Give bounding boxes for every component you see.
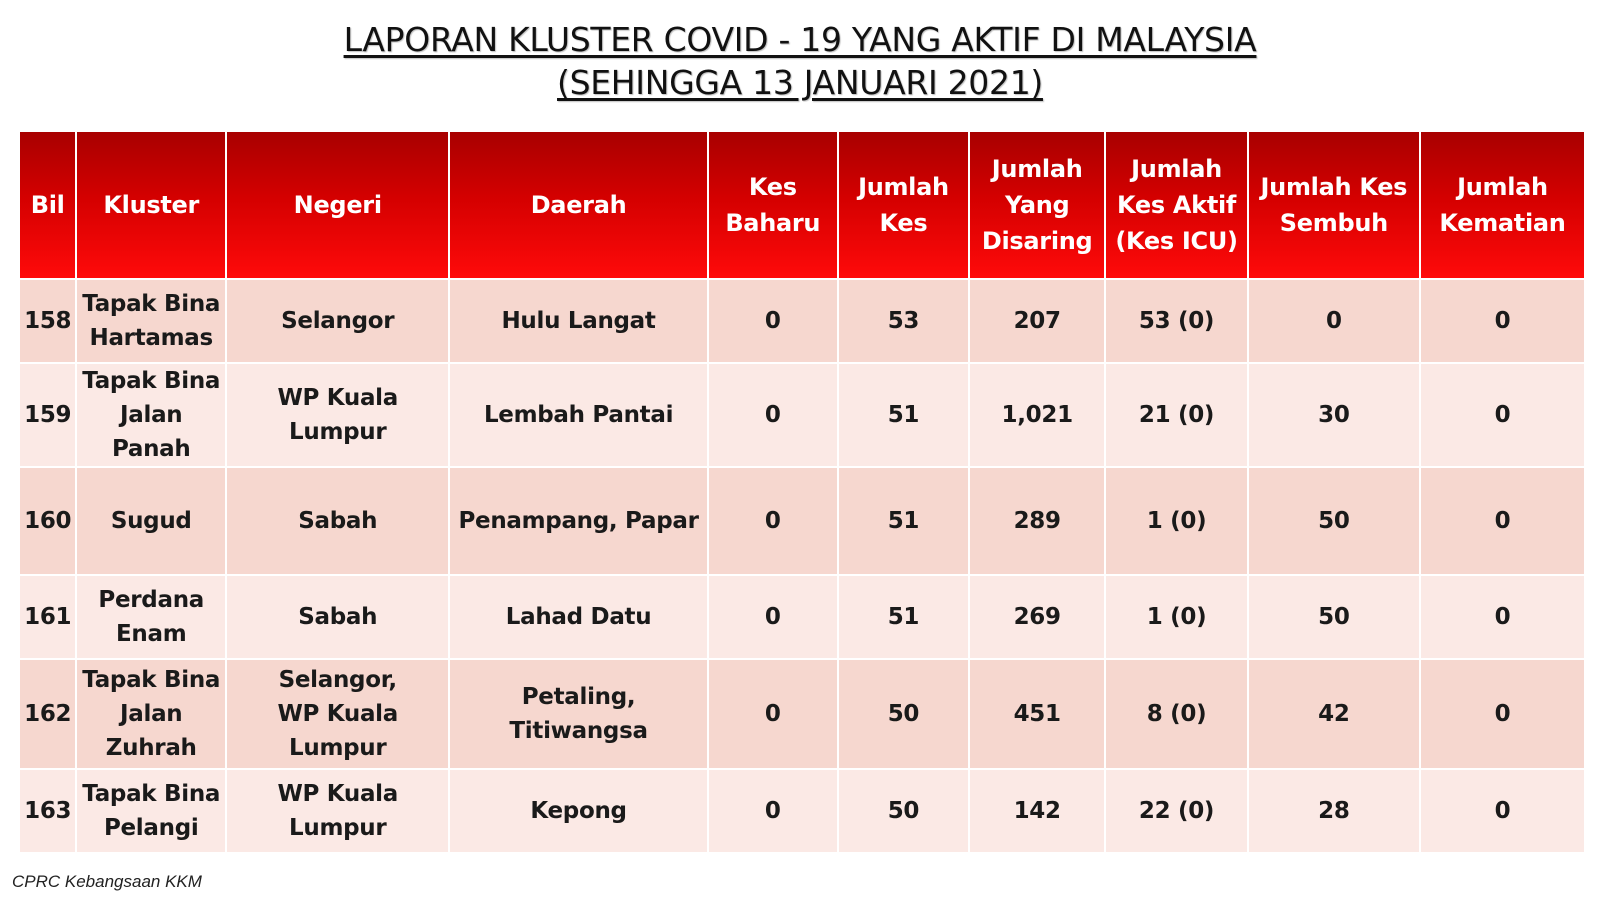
header-jumlah-kematian: Jumlah Kematian <box>1420 131 1585 279</box>
cell-kes-aktif: 1 (0) <box>1105 467 1247 575</box>
cell-kes-baharu: 0 <box>708 575 838 659</box>
cell-jumlah-kes: 53 <box>838 279 969 363</box>
cell-kematian: 0 <box>1420 659 1585 769</box>
cell-kes-sembuh: 28 <box>1248 769 1420 853</box>
cell-daerah: Lembah Pantai <box>449 363 707 467</box>
cell-bil: 163 <box>19 769 76 853</box>
cell-kluster: Tapak Bina Pelangi <box>76 769 226 853</box>
header-jumlah-disaring: Jumlah Yang Disaring <box>969 131 1105 279</box>
table-header-row <box>19 131 1585 279</box>
cell-kluster: Sugud <box>76 467 226 575</box>
cell-jumlah-disaring: 451 <box>969 659 1105 769</box>
header-kluster: Kluster <box>76 131 226 279</box>
header-bil: Bil <box>19 131 76 279</box>
cell-kes-sembuh: 30 <box>1248 363 1420 467</box>
cluster-table <box>18 130 1586 854</box>
table-row <box>19 575 1585 659</box>
table-row <box>19 769 1585 853</box>
report-title <box>0 18 1600 104</box>
cell-jumlah-kes: 50 <box>838 769 969 853</box>
cell-jumlah-kes: 51 <box>838 467 969 575</box>
header-jumlah-kes: Jumlah Kes <box>838 131 969 279</box>
table-row <box>19 363 1585 467</box>
cell-kematian: 0 <box>1420 363 1585 467</box>
cell-negeri: WP Kuala Lumpur <box>226 769 449 853</box>
cell-jumlah-disaring: 289 <box>969 467 1105 575</box>
cell-kes-aktif: 8 (0) <box>1105 659 1247 769</box>
source-footer: CPRC Kebangsaan KKM <box>12 872 202 891</box>
table-row <box>19 659 1585 769</box>
cell-kematian: 0 <box>1420 467 1585 575</box>
cell-jumlah-kes: 50 <box>838 659 969 769</box>
report-title-line-1: LAPORAN KLUSTER COVID - 19 YANG AKTIF DI MALAYSIA <box>343 20 1257 59</box>
cell-bil: 159 <box>19 363 76 467</box>
cell-kematian: 0 <box>1420 769 1585 853</box>
cell-bil: 160 <box>19 467 76 575</box>
cell-kes-sembuh: 50 <box>1248 467 1420 575</box>
cell-bil: 161 <box>19 575 76 659</box>
cell-negeri: Sabah <box>226 467 449 575</box>
cell-kematian: 0 <box>1420 279 1585 363</box>
cell-jumlah-disaring: 207 <box>969 279 1105 363</box>
cell-kes-aktif: 21 (0) <box>1105 363 1247 467</box>
cell-jumlah-kes: 51 <box>838 363 969 467</box>
cell-bil: 162 <box>19 659 76 769</box>
cell-jumlah-disaring: 269 <box>969 575 1105 659</box>
cell-bil: 158 <box>19 279 76 363</box>
cell-negeri: Selangor, WP Kuala Lumpur <box>226 659 449 769</box>
cell-daerah: Hulu Langat <box>449 279 707 363</box>
cell-daerah: Lahad Datu <box>449 575 707 659</box>
header-negeri: Negeri <box>226 131 449 279</box>
cell-kes-sembuh: 50 <box>1248 575 1420 659</box>
cell-kes-baharu: 0 <box>708 363 838 467</box>
cell-kematian: 0 <box>1420 575 1585 659</box>
cell-kes-baharu: 0 <box>708 769 838 853</box>
cell-kluster: Tapak Bina Hartamas <box>76 279 226 363</box>
report-title-line-2: (SEHINGGA 13 JANUARI 2021) <box>557 63 1043 102</box>
cell-kes-baharu: 0 <box>708 659 838 769</box>
cell-kes-baharu: 0 <box>708 467 838 575</box>
table-row <box>19 467 1585 575</box>
cell-kes-aktif: 22 (0) <box>1105 769 1247 853</box>
cell-jumlah-disaring: 1,021 <box>969 363 1105 467</box>
cell-daerah: Kepong <box>449 769 707 853</box>
cell-negeri: Sabah <box>226 575 449 659</box>
cell-jumlah-kes: 51 <box>838 575 969 659</box>
cell-kes-sembuh: 42 <box>1248 659 1420 769</box>
cell-kluster: Perdana Enam <box>76 575 226 659</box>
cell-jumlah-disaring: 142 <box>969 769 1105 853</box>
table-row <box>19 279 1585 363</box>
header-daerah: Daerah <box>449 131 707 279</box>
cell-kluster: Tapak Bina Jalan Panah <box>76 363 226 467</box>
cell-kes-aktif: 1 (0) <box>1105 575 1247 659</box>
header-kes-baharu: Kes Baharu <box>708 131 838 279</box>
cell-kluster: Tapak Bina Jalan Zuhrah <box>76 659 226 769</box>
cell-kes-baharu: 0 <box>708 279 838 363</box>
cell-daerah: Penampang, Papar <box>449 467 707 575</box>
cell-negeri: WP Kuala Lumpur <box>226 363 449 467</box>
header-jumlah-kes-sembuh: Jumlah Kes Sembuh <box>1248 131 1420 279</box>
header-jumlah-kes-aktif: Jumlah Kes Aktif (Kes ICU) <box>1105 131 1247 279</box>
cell-daerah: Petaling, Titiwangsa <box>449 659 707 769</box>
cell-kes-sembuh: 0 <box>1248 279 1420 363</box>
cell-negeri: Selangor <box>226 279 449 363</box>
cell-kes-aktif: 53 (0) <box>1105 279 1247 363</box>
